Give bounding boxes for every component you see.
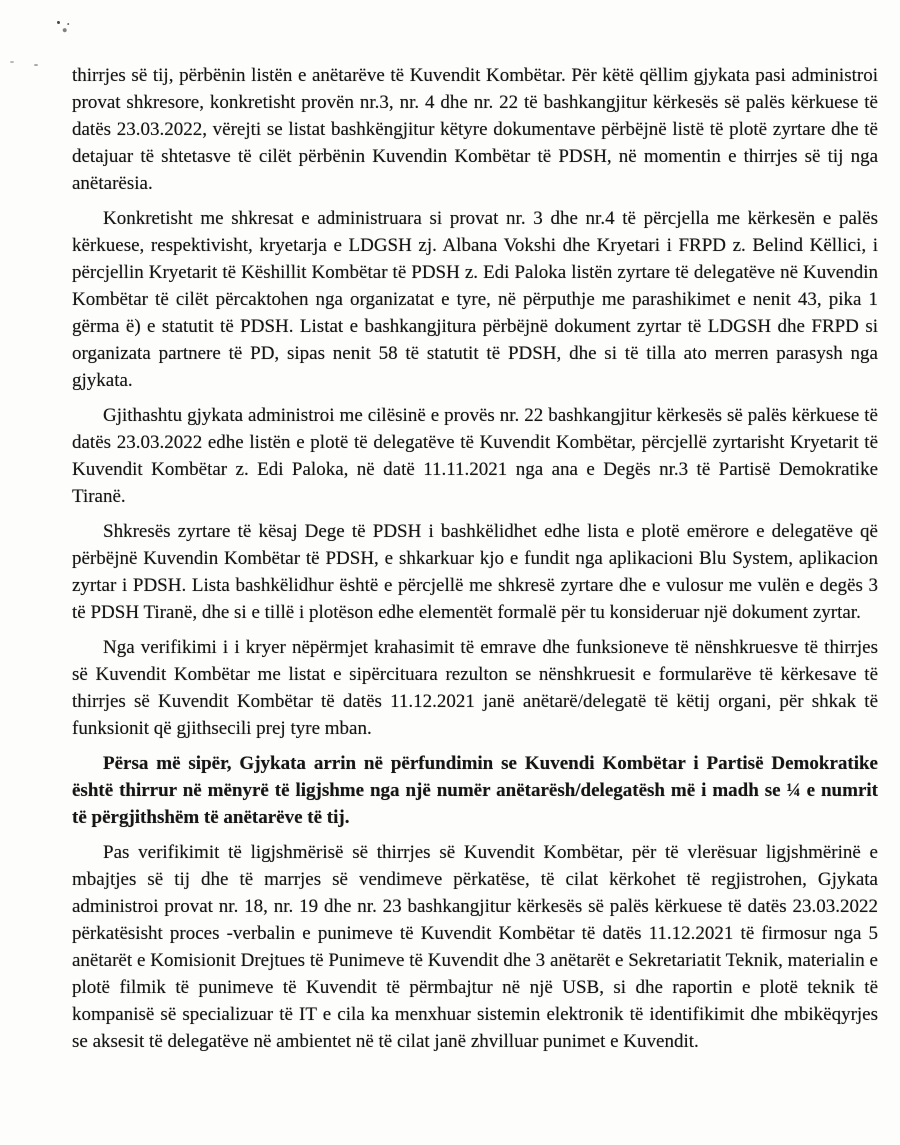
paragraph-verification: Nga verifikimi i i kryer nëpërmjet krahasimit të emrave dhe funksioneve të nënshkruesve të thirrjes së Kuvendit Kombëtar me listat e sipërcituara rezulton se nënshkruesit e formularëve të kërkesave të thirrjes së Kuvendit Kombëtar të datës 11.12.2021 janë anëtarë/delegatë të këtij organi, për shkak të funksionit që gjithsecili prej tyre mban. bbox=[72, 637, 878, 739]
paragraph-branch-letter: Shkresës zyrtare të kësaj Dege të PDSH i bashkëlidhet edhe lista e plotë emërore e delegatëve që përbëjnë Kuvendin Kombëtar të PDSH, e shkarkuar kjo e fundit nga aplikacioni Blu System, aplikacion zyrtar i PDSH. Lista bashkëlidhur është e përcjellë me shkresë zyrtare dhe e vulosur me vulën e degës 3 të PDSH Tiranë, dhe si e tillë i plotëson edhe elementët formalë për tu konsideruar një dokument zyrtar. bbox=[72, 521, 878, 623]
scan-smudge-left-icon bbox=[10, 61, 14, 63]
paragraph-evidence-22: Gjithashtu gjykata administroi me cilësinë e provës nr. 22 bashkangjitur kërkesës së palës kërkuese të datës 23.03.2022 edhe listën e plotë të delegatëve të Kuvendit Kombëtar, përcjellë zyrtarisht Kryetarit të Kuvendit Kombëtar z. Edi Paloka, në datë 11.11.2021 nga ana e Degës nr.3 të Partisë Demokratike Tiranë. bbox=[72, 405, 878, 507]
paragraph-further-evidence: Pas verifikimit të ligjshmërisë së thirrjes së Kuvendit Kombëtar, për të vlerësuar ligjshmërinë e mbajtjes së tij dhe të marrjes së vendimeve përkatëse, të cilat kërkohet të regjistrohen, Gjykata administroi provat nr. 18, nr. 19 dhe nr. 23 bashkangjitur kërkesës së palës kërkuese të datës 23.03.2022 përkatësisht proces -verbalin e punimeve të Kuvendit Kombëtar të datës 11.12.2021 të firmosur nga 5 anëtarët e Komisionit Drejtues të Punimeve të Kuvendit dhe 3 anëtarët e Sekretariatit Teknik, materialin e plotë filmik të punimeve të Kuvendit të përmbajtur në një USB, si dhe raportin e plotë teknik të kompanisë së specializuar të IT e cila ka menxhuar sistemin elektronik të identifikimit dhe mbikëqyrjes se aksesit të delegatëve në ambientet në të cilat janë zhvilluar punimet e Kuvendit. bbox=[72, 842, 878, 1052]
paragraph-conclusion-bold: Përsa më sipër, Gjykata arrin në përfundimin se Kuvendi Kombëtar i Partisë Demokratike është thirrur në mënyrë të ligjshme nga një numër anëtarësh/delegatësh më i madh se ¼ e numrit të përgjithshëm të anëtarëve të tij. bbox=[72, 753, 878, 828]
paragraph-continuation: thirrjes së tij, përbënin listën e anëtarëve të Kuvendit Kombëtar. Për këtë qëllim gjykata pasi administroi provat shkresore, konkretisht provën nr.3, nr. 4 dhe nr. 22 të bashkangjitur kërkesës së palës kërkuese të datës 23.03.2022, vërejti se listat bashkëngjitur këtyre dokumentave përbëjnë listë të plotë zyrtare dhe të detajuar të shtetasve të cilët përbënin Kuvendin Kombëtar të PDSH, në momentin e thirrjes së tij nga anëtarësia. bbox=[72, 65, 878, 194]
scan-smudge-top-icon bbox=[57, 21, 61, 25]
paragraph-evidence-letters: Konkretisht me shkresat e administruara si provat nr. 3 dhe nr.4 të përcjella me kërkesën e palës kërkuese, respektivisht, kryetarja e LDGSH zj. Albana Vokshi dhe Kryetari i FRPD z. Belind Këllici, i përcjellin Kryetarit të Këshillit Kombëtar të PDSH z. Edi Paloka listën zyrtare të delegatëve në Kuvendin Kombëtar të cilët përcaktohen nga organizatat e tyre, në përputhje me parashikimet e nenit 43, pika 1 gërma ë) e statutit të PDSH. Listat e bashkangjitura përbëjnë dokument zyrtar të LDGSH dhe FRPD si organizata partnere të PD, sipas nenit 58 të statutit të PDSH, dhe si të tilla ato merren parasysh nga gjykata. bbox=[72, 208, 878, 391]
document-text-block bbox=[72, 62, 878, 1063]
